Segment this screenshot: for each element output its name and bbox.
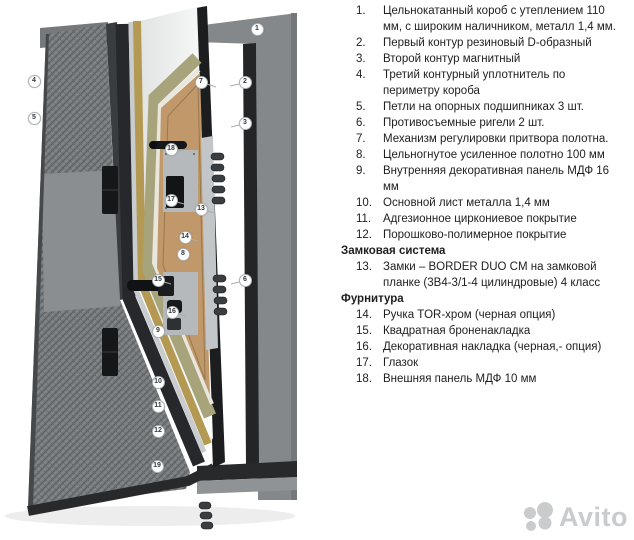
spec-item-number: 14. [356,309,372,321]
spec-item-text: Ручка TOR-хром (черная опция) [383,309,556,321]
callout-5: 5 [28,112,41,125]
callout-9: 9 [152,325,165,338]
callout-8: 8 [177,248,190,261]
callout-4: 4 [28,75,41,88]
spec-item-text: Цельногнутое усиленное полотно 100 мм [383,149,605,161]
spec-item-number: 18. [356,373,372,385]
callout-15: 15 [152,274,165,287]
callout-10: 10 [152,376,165,389]
spec-item-text: Внешняя панель МДФ 10 мм [383,373,537,385]
spec-item [330,163,628,195]
spec-item-number: 6. [356,117,366,129]
door-frame-casing-edge [291,13,297,500]
spec-item-number: 8. [356,149,366,161]
spec-item [330,259,628,291]
spec-item [330,371,628,387]
spec-item-text: Первый контур резиновый D-образный [383,37,592,49]
spec-item-number: 10. [356,197,372,209]
spec-item-text: Основной лист металла 1,4 мм [383,197,550,209]
spec-section-header: Фурнитура [341,293,404,305]
spec-item-number: 7. [356,133,366,145]
cylinder-trim [167,318,181,330]
spec-item-text: Противосъемные ригели 2 шт. [383,117,545,129]
spec-item-text: Механизм регулировки притвора полотна. [383,133,609,145]
spec-item [330,51,628,67]
spec-item [330,323,628,339]
spec-item-text: Третий контурный уплотнитель по периметру короба [383,69,566,97]
spec-item [330,195,628,211]
spec-item [330,147,628,163]
spec-item-text: Адгезионное циркониевое покрытие [383,213,577,225]
spec-item-number: 1. [356,5,366,17]
spec-item [330,115,628,131]
spec-item-text: Петли на опорных подшипниках 3 шт. [383,101,584,113]
callout-17: 17 [165,194,178,207]
callout-14: 14 [179,231,192,244]
spec-item-text: Замки – BORDER DUO CM на замковой планке (3В4-3/1-4 цилиндровые) 4 класс [383,261,601,289]
callout-16: 16 [166,306,179,319]
callout-18: 18 [165,143,178,156]
spec-item-text: Глазок [383,357,419,369]
spec-section-header: Замковая система [341,245,446,257]
callout-3: 3 [239,117,252,130]
callout-6: 6 [239,274,252,287]
spec-item [330,339,628,355]
bottom-deadbolts [199,502,213,529]
spec-item-text: Декоративная накладка (черная,- опция) [383,341,602,353]
peephole-lens [149,141,157,149]
spec-item-number: 2. [356,37,366,49]
spec-list [330,3,628,387]
avito-logo-icon [519,500,559,534]
spec-item [330,99,628,115]
callout-1: 1 [251,23,264,36]
spec-item [330,355,628,371]
spec-item-text: Квадратная броненакладка [383,325,531,337]
spec-item [330,131,628,147]
callout-11: 11 [152,400,165,413]
spec-item-text: Порошково-полимерное покрытие [383,229,567,241]
spec-item-text: Цельнокатанный короб с утеплением 110 мм, с широким наличником, металл 1,4 мм. [383,5,616,33]
spec-item-number: 9. [356,165,366,177]
spec-item [330,3,628,35]
callout-2: 2 [239,76,252,89]
screw [193,153,195,155]
spec-item [330,35,628,51]
spec-item-number: 13. [356,261,372,273]
callout-12: 12 [152,425,165,438]
spec-item-text: Внутренняя декоративная панель МДФ 16 мм [383,165,610,193]
spec-item-text: Второй контур магнитный [383,53,521,65]
spec-item [330,227,628,243]
callout-19: 19 [151,460,164,473]
spec-item-number: 16. [356,341,372,353]
spec-item [330,67,628,99]
watermark [519,500,628,534]
spec-item-number: 12. [356,229,372,241]
spec-item-number: 17. [356,357,372,369]
callout-7: 7 [195,76,208,89]
spec-item [330,307,628,323]
spec-item-number: 11. [356,213,372,225]
spec-item-number: 3. [356,53,366,65]
spec-item-number: 15. [356,325,372,337]
spec-item-number: 5. [356,101,366,113]
spec-item-number: 4. [356,69,366,81]
spec-item [330,211,628,227]
watermark-text: Avito [559,502,628,532]
callout-13: 13 [195,203,208,216]
